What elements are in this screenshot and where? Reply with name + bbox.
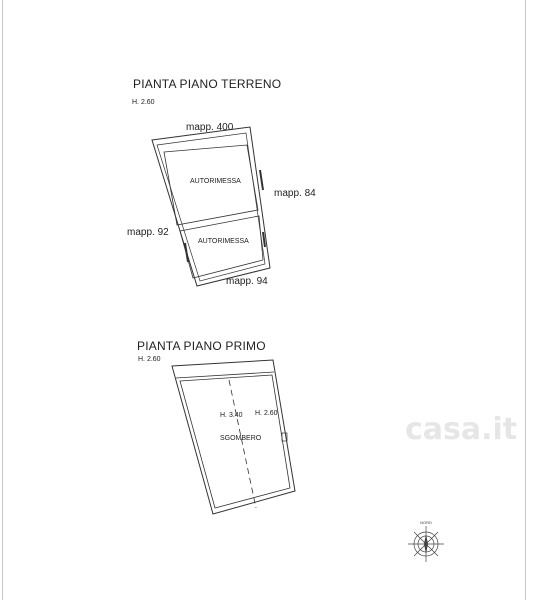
height-division-line: [229, 380, 256, 508]
watermark: casa.it: [405, 412, 518, 447]
ground-floor-title: PIANTA PIANO TERRENO: [133, 77, 282, 91]
neighbor-right-label: mapp. 84: [274, 188, 316, 199]
first-floor-height: H. 2.60: [138, 356, 161, 363]
compass-icon: [402, 520, 450, 568]
compass-label: NORD: [420, 520, 432, 525]
first-floor-title: PIANTA PIANO PRIMO: [137, 339, 266, 353]
room-garage-lower-label: AUTORIMESSA: [198, 238, 249, 245]
neighbor-bottom-label: mapp. 94: [226, 276, 268, 287]
height-label-left: H. 3.40: [220, 412, 243, 419]
ground-floor-height: H. 2.60: [132, 99, 155, 106]
ground-floor-outline: [152, 127, 270, 286]
neighbor-top-label: mapp. 400: [186, 122, 234, 133]
garage-lower: [180, 216, 263, 278]
room-storage-label: SGOMBERO: [220, 435, 262, 442]
neighbor-left-label: mapp. 92: [127, 227, 169, 238]
height-label-right: H. 2.60: [255, 410, 278, 417]
room-garage-upper-label: AUTORIMESSA: [190, 178, 241, 185]
garage-upper: [164, 145, 258, 225]
